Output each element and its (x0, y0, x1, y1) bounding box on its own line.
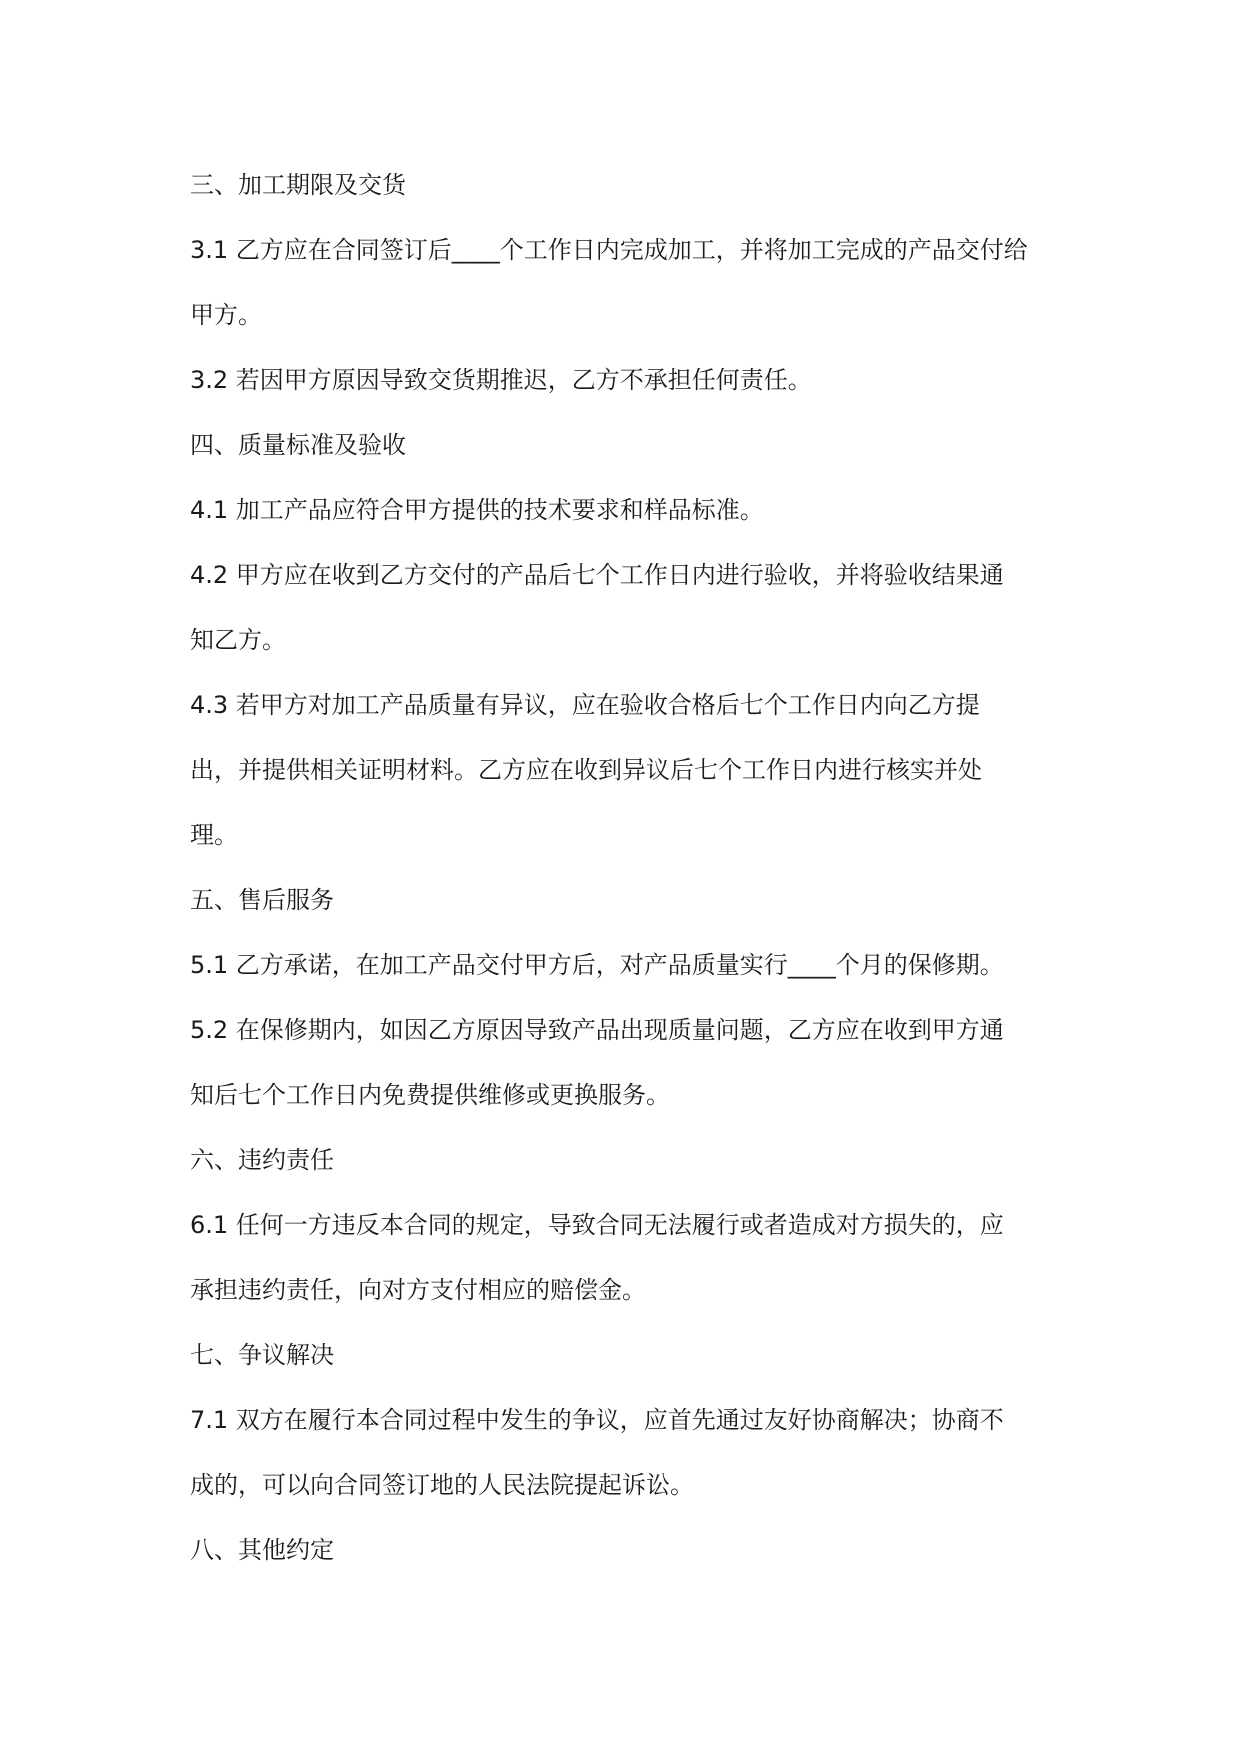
contract-page (190, 153, 1070, 1583)
clause-6-1-cont: 承担违约责任，向对方支付相应的赔偿金。 (190, 1276, 646, 1304)
section-heading-8: 八、其他约定 (190, 1536, 334, 1564)
clause-5-2: 5.2 在保修期内，如因乙方原因导致产品出现质量问题，乙方应在收到甲方通 (190, 1016, 1004, 1044)
clause-7-1-cont: 成的，可以向合同签订地的人民法院提起诉讼。 (190, 1471, 694, 1499)
clause-4-2-cont: 知乙方。 (190, 626, 286, 654)
clause-3-2: 3.2 若因甲方原因导致交货期推迟，乙方不承担任何责任。 (190, 366, 812, 394)
section-heading-4: 四、质量标准及验收 (190, 431, 406, 459)
clause-4-3: 4.3 若甲方对加工产品质量有异议，应在验收合格后七个工作日内向乙方提 (190, 691, 980, 719)
clause-4-3-cont: 出，并提供相关证明材料。乙方应在收到异议后七个工作日内进行核实并处 (190, 756, 982, 784)
clause-3-1: 3.1 乙方应在合同签订后____个工作日内完成加工，并将加工完成的产品交付给 (190, 236, 1028, 264)
section-heading-7: 七、争议解决 (190, 1341, 334, 1369)
section-heading-5: 五、售后服务 (190, 886, 334, 914)
clause-5-1: 5.1 乙方承诺，在加工产品交付甲方后，对产品质量实行____个月的保修期。 (190, 951, 1004, 979)
clause-4-3-cont2: 理。 (190, 821, 238, 849)
clause-6-1: 6.1 任何一方违反本合同的规定，导致合同无法履行或者造成对方损失的，应 (190, 1211, 1004, 1239)
clause-3-1-cont: 甲方。 (190, 301, 262, 329)
section-heading-3: 三、加工期限及交货 (190, 171, 406, 199)
clause-5-2-cont: 知后七个工作日内免费提供维修或更换服务。 (190, 1081, 670, 1109)
clause-4-1: 4.1 加工产品应符合甲方提供的技术要求和样品标准。 (190, 496, 764, 524)
section-heading-6: 六、违约责任 (190, 1146, 334, 1174)
clause-4-2: 4.2 甲方应在收到乙方交付的产品后七个工作日内进行验收，并将验收结果通 (190, 561, 1004, 589)
clause-7-1: 7.1 双方在履行本合同过程中发生的争议，应首先通过友好协商解决；协商不 (190, 1406, 1004, 1434)
